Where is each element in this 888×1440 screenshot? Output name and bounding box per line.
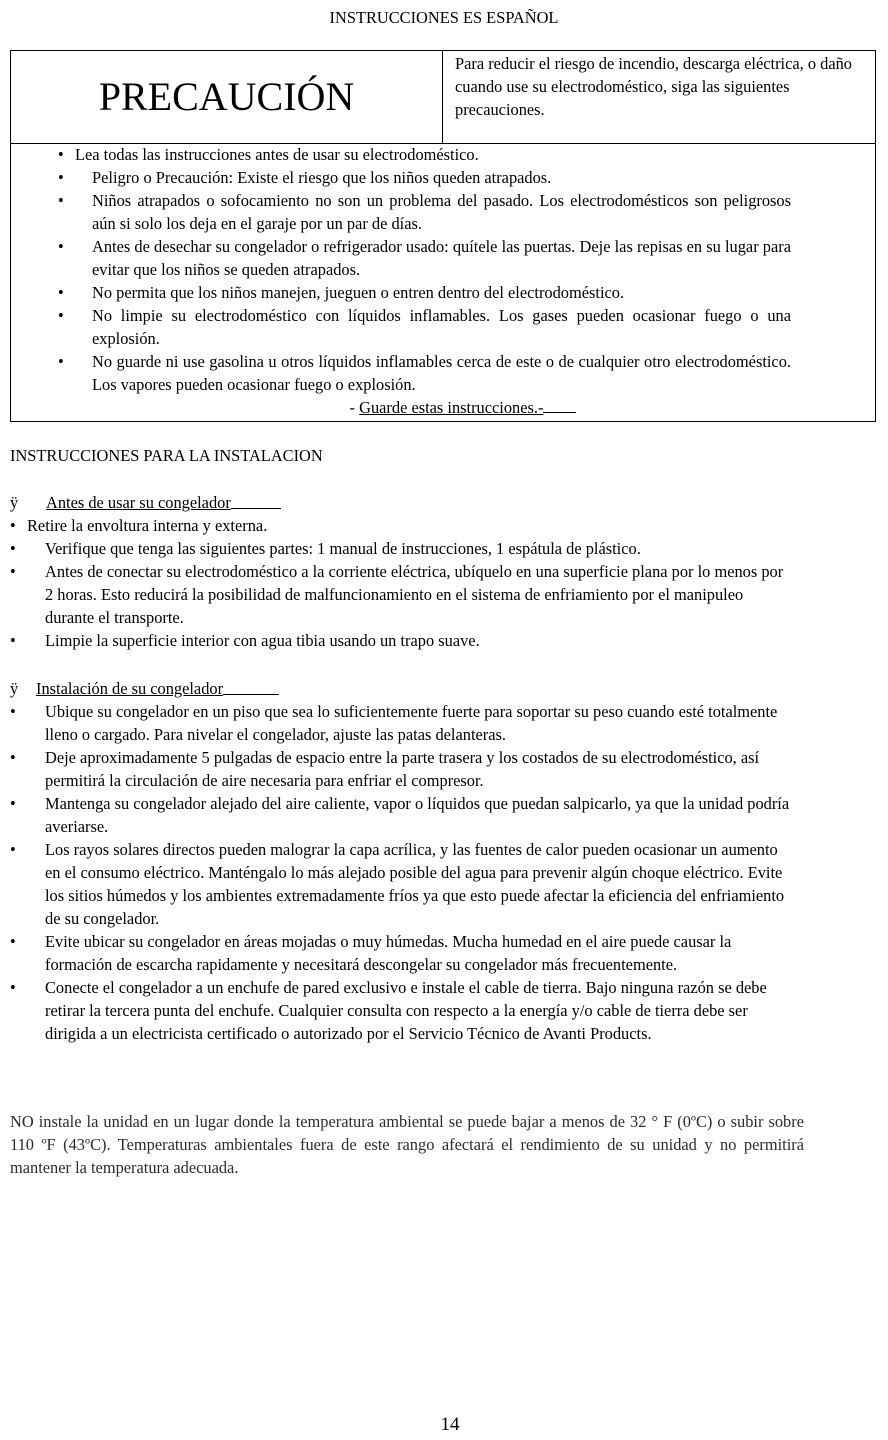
before-item	[10, 560, 790, 629]
before-item-text: Retire la envoltura interna y externa.	[27, 516, 268, 535]
bullet: •	[58, 283, 64, 302]
subhead-before-use	[10, 491, 281, 514]
subhead-installation	[10, 677, 279, 700]
page-number: 14	[440, 1414, 460, 1435]
install-item	[10, 930, 790, 976]
caution-item	[11, 281, 875, 304]
install-item-text: Conecte el congelador a un enchufe de pared exclusivo e instale el cable de tierra. Bajo ninguna razón se debe retirar la tercera punta del enchufe. Cualquier consulta con respecto a la energía y/o cable de tierra debe ser dirigida a un electricista certificado o autorizado por el Servicio Técnico de Avanti Products.	[45, 978, 767, 1043]
subhead-before-use-text: Antes de usar su congelador	[46, 493, 231, 512]
bullet: •	[10, 978, 16, 997]
before-use-list	[10, 514, 810, 652]
caution-item-text: No permita que los niños manejen, jueguen o entren dentro del electrodoméstico.	[92, 283, 625, 302]
bullet: •	[58, 306, 64, 325]
install-item-text: Los rayos solares directos pueden malograr la capa acrílica, y las fuentes de calor pueden ocasionar un aumento en el consumo eléctrico. Manténgalo lo más alejado posible del agua para prevenir algún choque eléctrico. Evite los sitios húmedos y los ambientes extremadamente fríos ya que esto puede afectar la eficiencia del enfriamiento de su congelador.	[45, 840, 785, 928]
page-header: INSTRUCCIONES ES ESPAÑOL	[329, 8, 559, 27]
install-item	[10, 838, 790, 930]
before-item	[10, 514, 810, 537]
arrow-bullet-icon: ÿ	[10, 679, 19, 698]
caution-item-text: Lea todas las instrucciones antes de usar su electrodoméstico.	[75, 145, 479, 164]
bullet: •	[10, 539, 16, 558]
bullet: •	[58, 191, 64, 210]
bullet: •	[10, 562, 16, 581]
caution-item	[11, 166, 875, 189]
before-item-text: Antes de conectar su electrodoméstico a la corriente eléctrica, ubíquelo en una superficie plana por lo menos por 2 horas. Esto reducirá la posibilidad de malfuncionamiento en el sistema de enfriamiento por el manipuleo durante el transporte.	[45, 562, 784, 627]
bullet: •	[10, 794, 16, 813]
before-item	[10, 629, 810, 652]
caution-item	[11, 350, 875, 396]
caution-item-text: Antes de desechar su congelador o refrigerador usado: quítele las puertas. Deje las repisas en su lugar para evitar que los niños se queden atrapados.	[92, 237, 791, 279]
bullet: •	[10, 631, 16, 650]
bullet: •	[10, 516, 16, 535]
save-text: Guarde estas instrucciones.-	[359, 398, 544, 417]
bullet: •	[58, 237, 64, 256]
caution-item	[11, 189, 875, 235]
caution-item-text: No guarde ni use gasolina u otros líquidos inflamables cerca de este o de cualquier otro electrodoméstico. Los vapores pueden ocasionar fuego o explosión.	[92, 352, 791, 394]
before-item-text: Verifique que tenga las siguientes partes: 1 manual de instrucciones, 1 espátula de plástico.	[45, 539, 641, 558]
before-item	[10, 537, 810, 560]
install-item-text: Ubique su congelador en un piso que sea lo suficientemente fuerte para soportar su peso cuando esté totalmente lleno o cargado. Para nivelar el congelador, ajuste las patas delanteras.	[45, 702, 778, 744]
installation-list	[10, 700, 800, 1045]
bullet: •	[58, 145, 64, 164]
install-item	[10, 976, 800, 1045]
install-item	[10, 746, 760, 792]
caution-intro: Para reducir el riesgo de incendio, descarga eléctrica, o daño cuando use su electrodoméstico, siga las siguientes precauciones.	[455, 54, 852, 119]
underline-rule	[223, 677, 279, 695]
installation-title: INSTRUCCIONES PARA LA INSTALACION	[10, 446, 323, 465]
caution-item-text: Peligro o Precaución: Existe el riesgo que los niños queden atrapados.	[92, 168, 552, 187]
underline-rule	[231, 491, 281, 509]
install-item-text: Evite ubicar su congelador en áreas mojadas o muy húmedas. Mucha humedad en el aire puede causar la formación de escarcha rapidamente y necesitará descongelar su congelador más frecuentemente.	[45, 932, 732, 974]
subhead-installation-text: Instalación de su congelador	[36, 679, 224, 698]
bullet: •	[10, 748, 16, 767]
caution-item-text: Niños atrapados o sofocamiento no son un problema del pasado. Los electrodomésticos son peligrosos aún si solo los deja en el garaje por un par de días.	[92, 191, 791, 233]
install-item	[10, 700, 800, 746]
arrow-bullet-icon: ÿ	[10, 493, 19, 512]
before-item-text: Limpie la superficie interior con agua tibia usando un trapo suave.	[45, 631, 480, 650]
caution-box	[10, 50, 876, 422]
caution-item	[11, 304, 875, 350]
save-instructions	[11, 396, 875, 419]
caution-item-text: No limpie su electrodoméstico con líquidos inflamables. Los gases pueden ocasionar fuego o una explosión.	[92, 306, 791, 348]
install-item-text: Deje aproximadamente 5 pulgadas de espacio entre la parte trasera y los costados de su electrodoméstico, así permitirá la circulación de aire necesaria para enfriar el compresor.	[45, 748, 760, 790]
bullet: •	[58, 168, 64, 187]
caution-item	[11, 143, 875, 166]
temperature-note: NO instale la unidad en un lugar donde la temperatura ambiental se puede bajar a menos de 32 ° F (0ºC) o subir sobre 110 ºF (43ºC). Temperaturas ambientales fuera de este rango afectará el rendimiento de su unidad y no permitirá mantener la temperatura adecuada.	[10, 1112, 804, 1177]
caution-title: PRECAUCIÓN	[11, 51, 443, 143]
underline-rule	[543, 396, 576, 413]
save-prefix: -	[349, 398, 360, 417]
bullet: •	[10, 702, 16, 721]
caution-item	[11, 235, 875, 281]
bullet: •	[58, 352, 64, 371]
caution-box-top	[11, 51, 875, 144]
install-item	[10, 792, 800, 838]
install-item-text: Mantenga su congelador alejado del aire caliente, vapor o líquidos que puedan salpicarlo, ya que la unidad podría averiarse.	[45, 794, 790, 836]
caution-list	[11, 143, 875, 419]
bullet: •	[10, 840, 16, 859]
bullet: •	[10, 932, 16, 951]
